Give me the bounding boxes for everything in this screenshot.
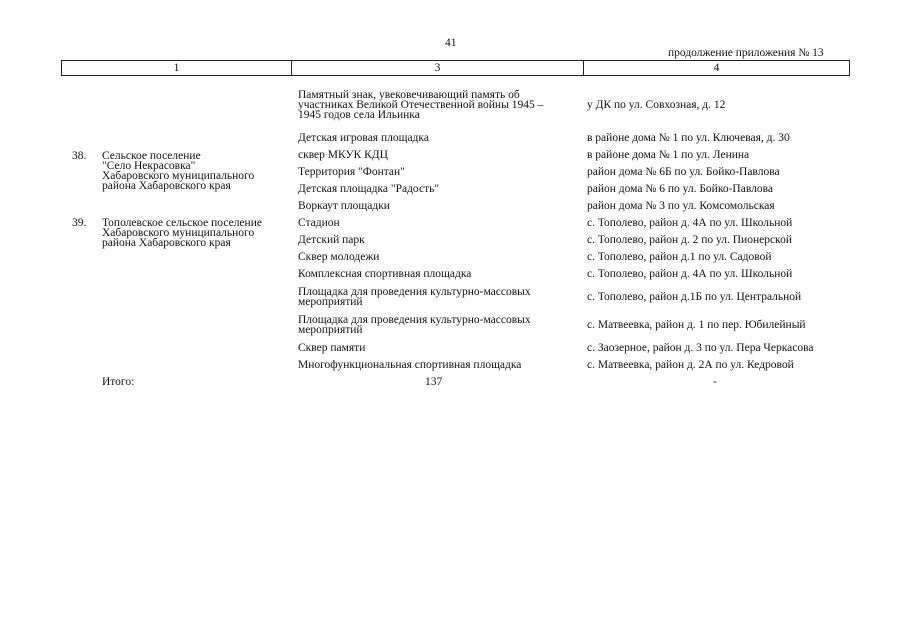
object-name: 1945 годов села Ильинка	[298, 109, 420, 121]
object-address: с. Тополево, район д. 2 по ул. Пионерской	[587, 234, 792, 246]
object-name: Сквер молодежи	[298, 251, 380, 263]
object-address: район дома № 6 по ул. Бойко-Павлова	[587, 183, 773, 195]
object-address: с. Заозерное, район д. 3 по ул. Пера Черкасова	[587, 342, 814, 354]
object-address: с. Матвеевка, район д. 2А по ул. Кедровой	[587, 359, 794, 371]
object-name: участниках Великой Отечественной войны 1945 –	[298, 99, 544, 111]
continuation-note: продолжение приложения № 13	[668, 47, 824, 59]
object-name: мероприятий	[298, 324, 363, 336]
total-address: -	[713, 376, 717, 388]
object-address: с. Тополево, район д.1 по ул. Садовой	[587, 251, 772, 263]
header-col-1: 1	[173, 62, 180, 74]
settlement-name: "Село Некрасовка"	[102, 160, 196, 172]
header-col-4: 4	[713, 62, 720, 74]
object-address: с. Тополево, район д. 4А по ул. Школьной	[587, 268, 793, 280]
object-name: Памятный знак, увековечивающий память об	[298, 89, 520, 101]
total-count: 137	[425, 376, 443, 388]
settlement-name: района Хабаровского края	[102, 237, 231, 249]
object-address: в районе дома № 1 по ул. Ключевая, д. 30	[587, 132, 790, 144]
settlement-name: Тополевское сельское поселение	[102, 217, 262, 229]
object-address: в районе дома № 1 по ул. Ленина	[587, 149, 750, 161]
object-address: с. Матвеевка, район д. 1 по пер. Юбилейный	[587, 319, 806, 331]
total-label: Итого:	[102, 376, 135, 388]
object-address: у ДК по ул. Совхозная, д. 12	[587, 99, 726, 111]
object-name: Детский парк	[298, 234, 365, 246]
object-name: Территория "Фонтан"	[298, 166, 405, 178]
settlement-name: района Хабаровского края	[102, 180, 231, 192]
object-address: с. Тополево, район д. 4А по ул. Школьной	[587, 217, 793, 229]
object-name: Площадка для проведения культурно-массовых	[298, 286, 531, 298]
object-name: мероприятий	[298, 296, 363, 308]
table-header	[61, 60, 850, 76]
settlement-name: Сельское поселение	[102, 150, 201, 162]
object-name: Детская площадка "Радость"	[298, 183, 440, 195]
settlement-name: Хабаровского муниципального	[102, 227, 255, 239]
settlement-name: Хабаровского муниципального	[102, 170, 255, 182]
row-number: 39.	[72, 217, 87, 229]
object-name: Детская игровая площадка	[298, 132, 429, 144]
object-name: Воркаут площадки	[298, 200, 390, 212]
row-number: 38.	[72, 150, 87, 162]
object-name: Стадион	[298, 217, 340, 229]
object-name: сквер МКУК КДЦ	[298, 149, 388, 161]
object-address: район дома № 3 по ул. Комсомольская	[587, 200, 775, 212]
object-address: район дома № 6Б по ул. Бойко-Павлова	[587, 166, 780, 178]
page-number: 41	[445, 37, 457, 49]
object-name: Комплексная спортивная площадка	[298, 268, 472, 280]
header-col-3: 3	[434, 62, 441, 74]
object-address: с. Тополево, район д.1Б по ул. Центральной	[587, 291, 802, 303]
object-name: Многофункциональная спортивная площадка	[298, 359, 522, 371]
object-name: Площадка для проведения культурно-массовых	[298, 314, 531, 326]
object-name: Сквер памяти	[298, 342, 366, 354]
